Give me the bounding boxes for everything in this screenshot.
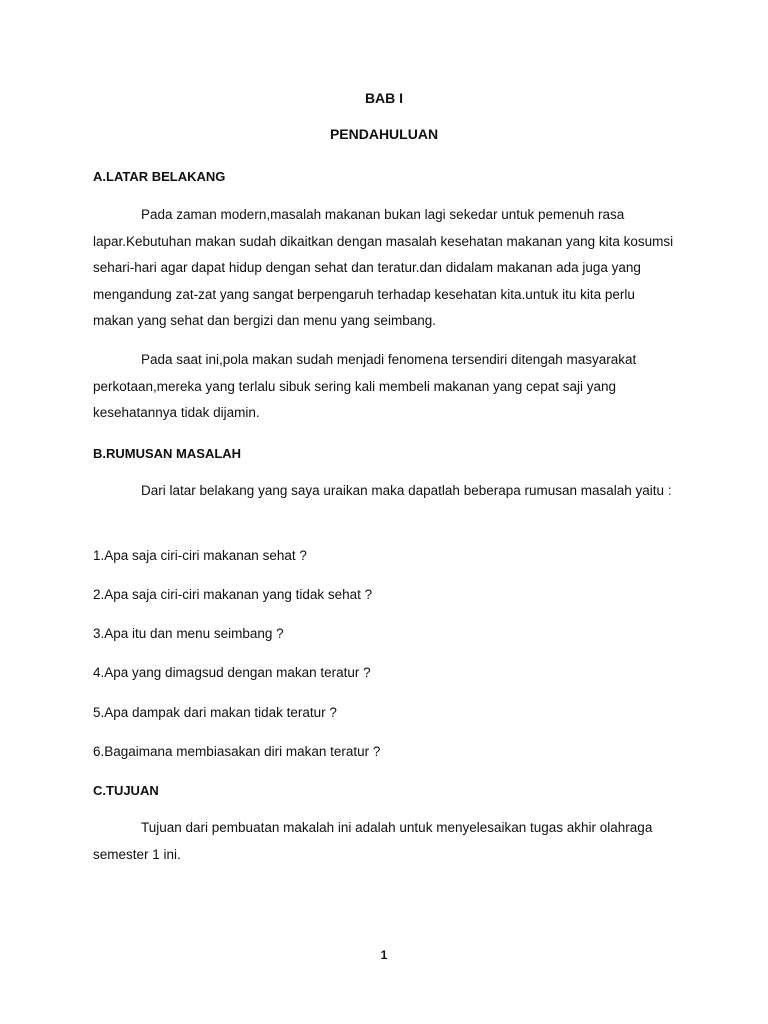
paragraph-rumusan-masalah: Dari latar belakang yang saya uraikan maka dapatlah beberapa rumusan masalah yaitu :	[141, 483, 672, 498]
list-item: 1.Apa saja ciri-ciri makanan sehat ?	[93, 548, 307, 563]
paragraph-tujuan: Tujuan dari pembuatan makalah ini adalah untuk menyelesaikan tugas akhir olahraga semester 1 ini.	[93, 820, 653, 862]
list-item: 5.Apa dampak dari makan tidak teratur ?	[93, 705, 337, 720]
section-heading-rumusan-masalah: B.RUMUSAN MASALAH	[93, 446, 242, 461]
chapter-title: PENDAHULUAN	[329, 126, 439, 142]
section-heading-tujuan: C.TUJUAN	[93, 783, 159, 798]
section-heading-latar-belakang: A.LATAR BELAKANG	[93, 169, 226, 184]
page-number: 1	[380, 948, 388, 962]
list-item: 3.Apa itu dan menu seimbang ?	[93, 626, 284, 641]
list-item: 6.Bagaimana membiasakan diri makan teratur ?	[93, 744, 381, 759]
paragraph-latar-belakang-2: Pada saat ini,pola makan sudah menjadi fenomena tersendiri ditengah masyarakat perkotaan,mereka yang terlalu sibuk sering kali membeli makanan yang cepat saji yang kesehatannya tidak dijamin.	[93, 352, 637, 420]
paragraph-latar-belakang-1: Pada zaman modern,masalah makanan bukan lagi sekedar untuk pemenuh rasa lapar.Kebutuhan makan sudah dikaitkan dengan masalah kesehatan makanan yang kita kosumsi sehari-hari agar dapat hidup dengan sehat dan teratur.dan didalam makanan ada juga yang mengandung zat-zat yang sangat berpengaruh terhadap kesehatan kita.untuk itu kita perlu makan yang sehat dan bergizi dan menu yang seimbang.	[93, 207, 674, 328]
list-item: 2.Apa saja ciri-ciri makanan yang tidak sehat ?	[93, 587, 373, 602]
chapter-label: BAB I	[364, 90, 404, 106]
list-item: 4.Apa yang dimagsud dengan makan teratur ?	[93, 665, 371, 680]
